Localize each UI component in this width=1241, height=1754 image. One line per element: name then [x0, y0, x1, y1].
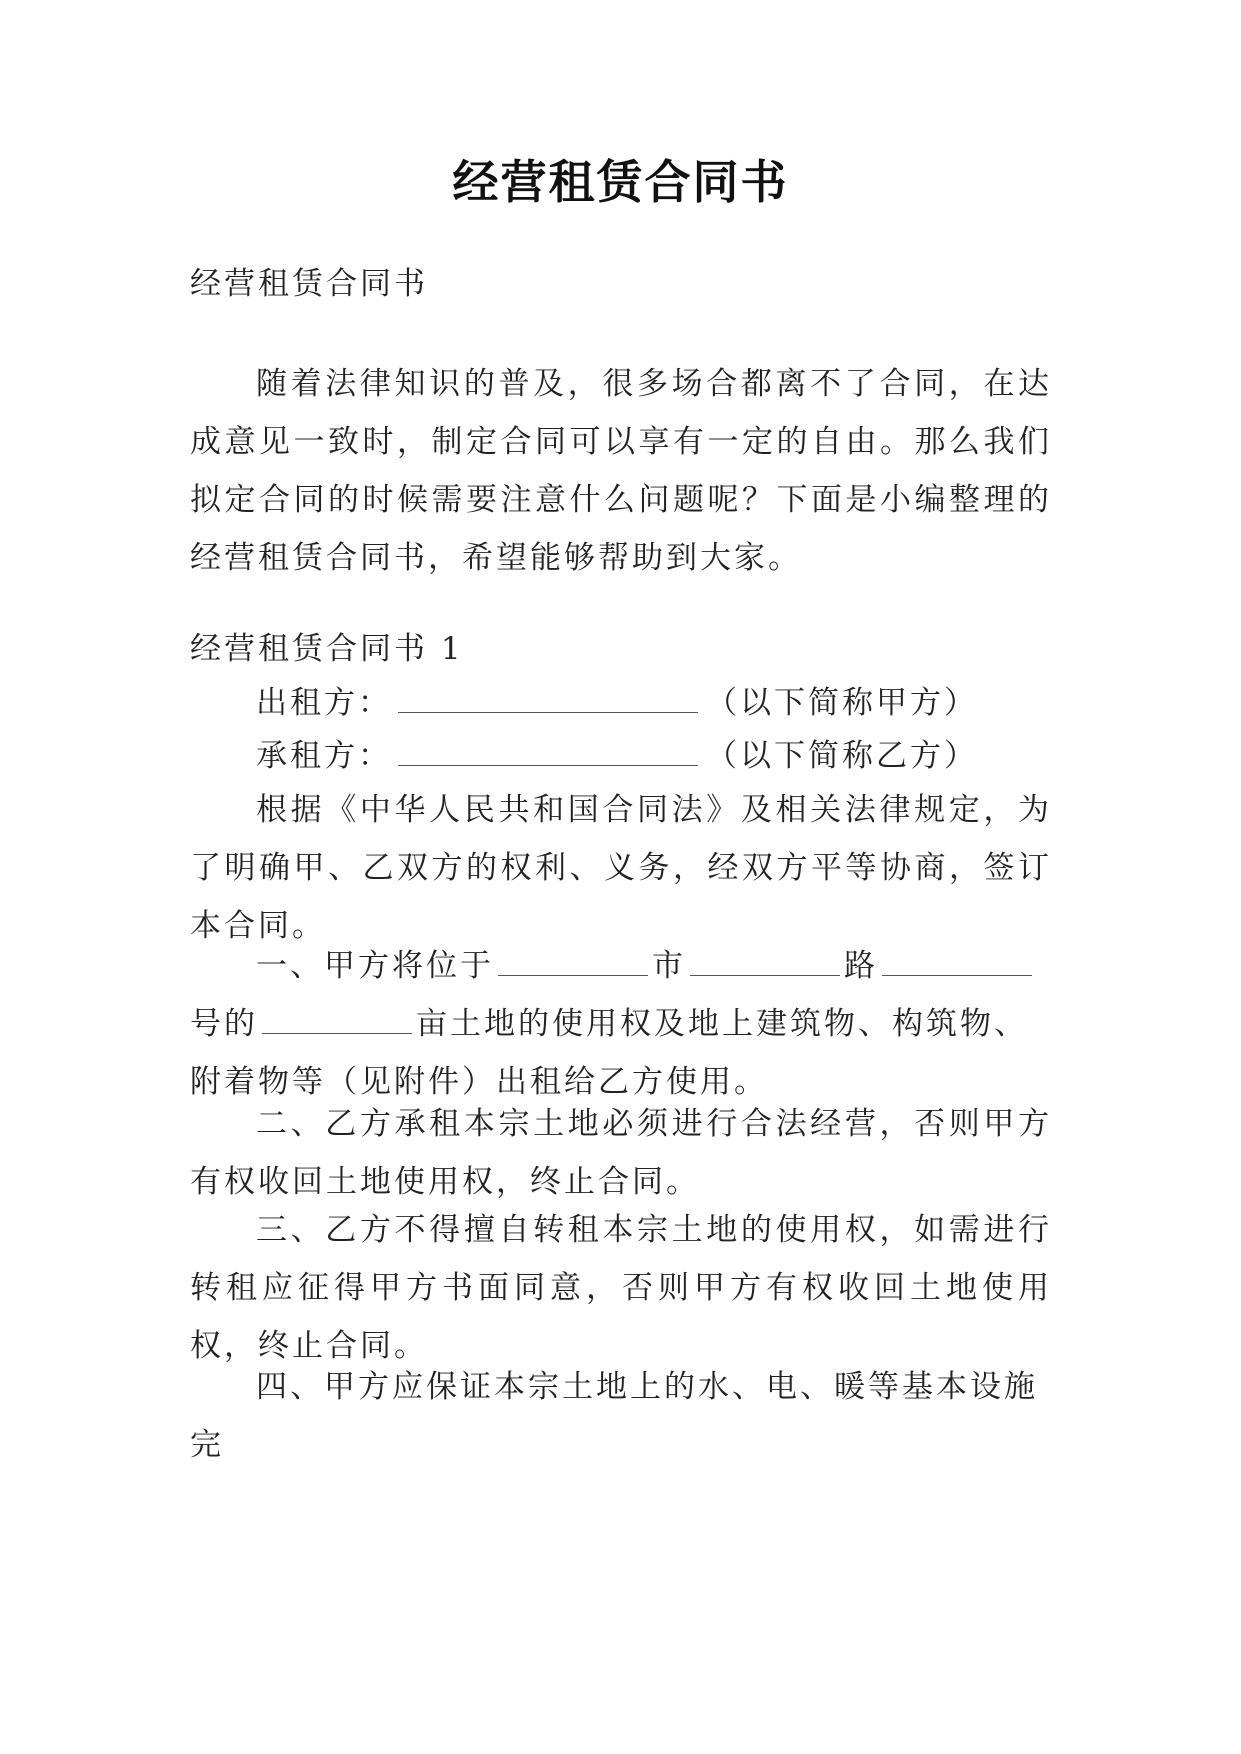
clause-1-rest: 亩土地的使用权及地上建筑物、构筑物、附着物等（见附件）出租给乙方使用。: [190, 1006, 1028, 1100]
lessee-note: （以下简称乙方）: [706, 738, 978, 774]
number-blank[interactable]: [882, 949, 1032, 976]
road-blank[interactable]: [690, 949, 840, 976]
document-subtitle: 经营租赁合同书: [190, 266, 428, 302]
lessor-line: [190, 674, 1052, 732]
lessee-blank[interactable]: [398, 739, 698, 766]
clause-1-of: 的: [224, 1006, 258, 1042]
section-heading: 经营租赁合同书 1: [190, 631, 464, 667]
clause-1-city: 市: [652, 948, 686, 984]
lessee-label: 承租方：: [256, 738, 392, 774]
document-title: 经营租赁合同书: [452, 155, 789, 209]
clause-4: 四、甲方应保证本宗土地上的水、电、暖等基本设施完: [190, 1369, 1038, 1463]
clause-1-road: 路: [844, 948, 878, 984]
clause-1-prefix: 一、甲方将位于: [256, 948, 494, 984]
lessee-line: [190, 727, 1052, 785]
clause-1-number: 号: [190, 1006, 224, 1042]
basis-paragraph: 根据《中华人民共和国合同法》及相关法律规定，为了明确甲、乙双方的权利、义务，经双方平等协商，签订本合同。: [190, 792, 1052, 944]
clause-3: 三、乙方不得擅自转租本宗土地的使用权，如需进行转租应征得甲方书面同意，否则甲方有权收回土地使用权，终止合同。: [190, 1212, 1052, 1364]
lessor-note: （以下简称甲方）: [706, 685, 978, 721]
clause-2: 二、乙方承租本宗土地必须进行合法经营，否则甲方有权收回土地使用权，终止合同。: [190, 1106, 1052, 1200]
area-blank[interactable]: [262, 1007, 412, 1034]
clause-1: [190, 937, 1052, 1111]
lessor-blank[interactable]: [398, 686, 698, 713]
lessor-label: 出租方：: [256, 685, 392, 721]
intro-paragraph: 随着法律知识的普及，很多场合都离不了合同，在达成意见一致时，制定合同可以享有一定的自由。那么我们拟定合同的时候需要注意什么问题呢？下面是小编整理的经营租赁合同书，希望能够帮助到大家。: [190, 366, 1052, 576]
city-blank[interactable]: [498, 949, 648, 976]
